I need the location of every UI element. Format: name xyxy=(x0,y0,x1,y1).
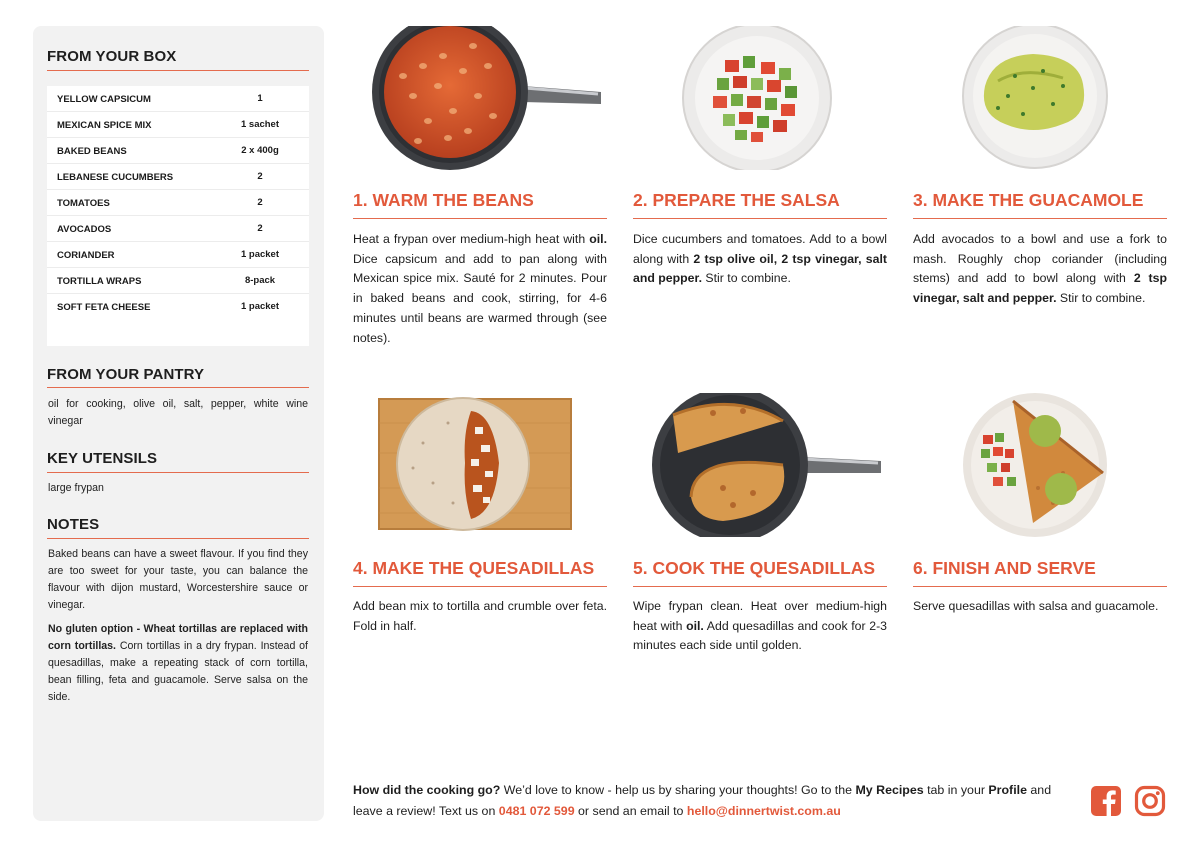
step-6-divider xyxy=(913,586,1167,587)
facebook-icon[interactable] xyxy=(1090,785,1122,817)
profile-link[interactable]: Profile xyxy=(988,783,1027,797)
notes-title: NOTES xyxy=(47,516,100,533)
step-2-title: 2. PREPARE THE SALSA xyxy=(633,190,840,210)
utensils-text: large frypan xyxy=(48,482,104,494)
ingredients-table xyxy=(47,86,309,346)
ingredient-qty: 2 xyxy=(257,197,263,208)
from-your-box-title: FROM YOUR BOX xyxy=(47,48,177,65)
ingredient-name: MEXICAN SPICE MIX xyxy=(57,120,152,131)
ingredient-row xyxy=(47,112,309,138)
section-divider xyxy=(47,472,309,473)
ingredient-row xyxy=(47,164,309,190)
bowl-of-salsa-photo xyxy=(633,26,887,170)
feedback-footer xyxy=(353,780,1078,822)
from-your-pantry-title: FROM YOUR PANTRY xyxy=(47,366,205,383)
gluten-free-note-text: Corn tortillas in a dry frypan. Instead of quesadillas, make a repeating stack of corn tortilla, bean filling, feta and guacamole. Serve salsa on the side. xyxy=(48,640,308,703)
instruction-emphasis: 2 tsp vinegar, salt and pepper. xyxy=(913,271,1168,306)
step-4-divider xyxy=(353,586,607,587)
instruction-emphasis: 2 tsp olive oil, 2 tsp vinegar, salt and pepper. xyxy=(633,251,887,286)
my-recipes-link[interactable]: My Recipes xyxy=(855,783,924,797)
step-1-title: 1. WARM THE BEANS xyxy=(353,190,534,210)
ingredient-name: SOFT FETA CHEESE xyxy=(57,302,151,313)
section-divider xyxy=(47,387,309,388)
ingredient-qty: 2 xyxy=(257,171,263,182)
notes-paragraph: Baked beans can have a sweet flavour. If you find they are too sweet for your taste, you can balance the flavour with dijon mustard, Worcestershire sauce or vinegar. xyxy=(48,548,308,611)
instruction-text: Dice capsicum and add to pan along with Mexican spice mix. Sauté for 2 minutes. Pour in baked beans and cook, stirring, for 4-6 minutes until beans are warmed through (see notes). xyxy=(353,251,607,345)
step-4-instructions xyxy=(353,597,607,636)
instruction-text: Stir to combine. xyxy=(702,271,791,286)
plated-quesadillas-photo xyxy=(913,393,1167,537)
instagram-icon[interactable] xyxy=(1134,785,1166,817)
feedback-question: How did the cooking go? xyxy=(353,783,501,797)
pan-of-baked-beans-photo xyxy=(353,26,607,170)
step-5-instructions xyxy=(633,597,887,656)
step-3-divider xyxy=(913,218,1167,219)
ingredient-row xyxy=(47,242,309,268)
quesadillas-in-pan-photo xyxy=(633,393,887,537)
ingredient-name: AVOCADOS xyxy=(57,224,112,235)
feedback-text: tab in your xyxy=(923,783,989,797)
section-divider xyxy=(47,70,309,71)
instruction-emphasis: oil. xyxy=(589,232,607,246)
step-5-divider xyxy=(633,586,887,587)
email-link[interactable]: hello@dinnertwist.com.au xyxy=(686,804,841,818)
instruction-text: Add quesadillas and cook for 2-3 minutes each side until golden. xyxy=(633,618,887,653)
gluten-free-note-bold: No gluten option - Wheat tortillas are replaced with corn tortillas. xyxy=(48,623,308,652)
feedback-text: We’d love to know - help us by sharing your thoughts! Go to the xyxy=(500,783,856,797)
ingredient-name: TORTILLA WRAPS xyxy=(57,276,142,287)
ingredient-row xyxy=(47,138,309,164)
ingredient-name: TOMATOES xyxy=(57,198,110,209)
feedback-text: or send an email to xyxy=(574,804,687,818)
instruction-text: Add avocados to a bowl and use a fork to mash. Roughly chop coriander (including stems) and add to bowl along with xyxy=(913,232,1167,286)
ingredients-sidebar xyxy=(33,26,324,821)
step-4-title: 4. MAKE THE QUESADILLAS xyxy=(353,558,595,578)
ingredient-qty: 2 xyxy=(257,223,263,234)
phone-number-link[interactable]: 0481 072 599 xyxy=(498,804,575,818)
pantry-text: oil for cooking, olive oil, salt, pepper, white wine vinegar xyxy=(48,398,308,427)
instruction-text: Wipe frypan clean. Heat over medium-high heat with xyxy=(633,599,887,633)
ingredient-qty: 1 sachet xyxy=(240,119,280,130)
instruction-text: Stir to combine. xyxy=(1056,291,1146,306)
ingredient-qty: 1 xyxy=(257,93,263,104)
step-1-divider xyxy=(353,218,607,219)
step-6-instructions xyxy=(913,597,1167,617)
feedback-text: and leave a review! Text us on xyxy=(353,783,1052,818)
instruction-text: Add bean mix to tortilla and crumble over feta. Fold in half. xyxy=(353,599,607,633)
section-divider xyxy=(47,538,309,539)
ingredient-name: LEBANESE CUCUMBERS xyxy=(57,172,174,183)
ingredient-name: YELLOW CAPSICUM xyxy=(57,94,151,105)
ingredient-row xyxy=(47,216,309,242)
ingredient-qty: 1 packet xyxy=(240,249,280,260)
ingredient-row xyxy=(47,294,309,320)
step-6-title: 6. FINISH AND SERVE xyxy=(913,558,1096,578)
step-1-instructions xyxy=(353,230,607,348)
ingredient-row xyxy=(47,268,309,294)
ingredient-qty: 1 packet xyxy=(240,301,280,312)
ingredient-qty: 2 x 400g xyxy=(241,145,279,156)
instruction-text: Heat a frypan over medium-high heat with xyxy=(353,232,590,246)
tortilla-on-board-photo xyxy=(353,393,607,537)
step-2-divider xyxy=(633,218,887,219)
step-3-title: 3. MAKE THE GUACAMOLE xyxy=(913,190,1144,210)
ingredient-qty: 8-pack xyxy=(244,275,276,286)
bowl-of-guacamole-photo xyxy=(913,26,1167,170)
step-3-instructions xyxy=(913,230,1167,309)
gluten-free-note xyxy=(48,621,308,706)
ingredient-name: CORIANDER xyxy=(57,250,115,261)
ingredient-row xyxy=(47,86,309,112)
instruction-emphasis: oil. xyxy=(686,618,704,633)
step-5-title: 5. COOK THE QUESADILLAS xyxy=(633,558,876,578)
instruction-text: Dice cucumbers and tomatoes. Add to a bowl along with xyxy=(633,232,887,266)
instruction-text: Serve quesadillas with salsa and guacamole. xyxy=(913,599,1159,613)
ingredient-name: BAKED BEANS xyxy=(57,146,127,157)
step-2-instructions xyxy=(633,230,887,289)
ingredient-row xyxy=(47,190,309,216)
key-utensils-title: KEY UTENSILS xyxy=(47,450,158,467)
